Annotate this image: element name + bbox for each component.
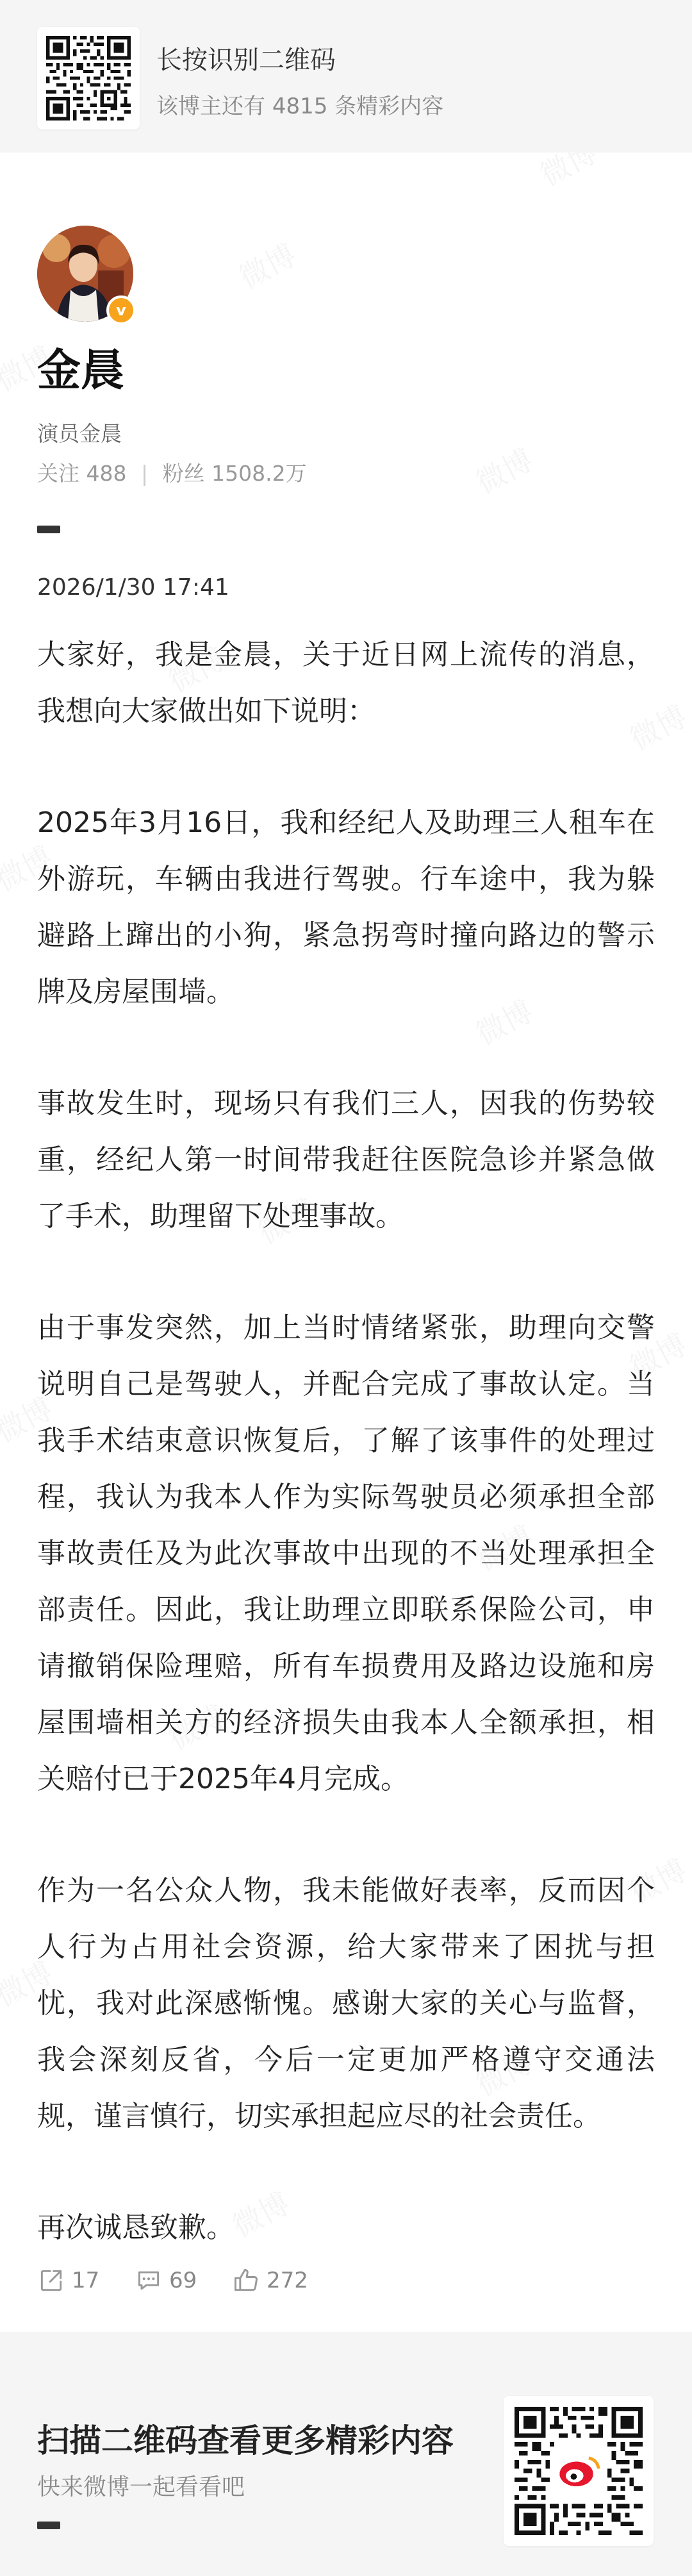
post-count: 4815	[272, 94, 328, 119]
comment-icon	[135, 2266, 163, 2295]
post-paragraph: 作为一名公众人物，我未能做好表率，反而因个人行为占用社会资源，给大家带来了困扰与担忧，我对此深感惭愧。感谢大家的关心与监督，我会深刻反省，今后一定更加严格遵守交通法规，谨言慎行，切实承担起应尽的社会责任。	[37, 1874, 655, 2132]
author-stats	[37, 457, 307, 487]
like-icon	[232, 2266, 260, 2295]
banner-subtitle-suffix: 条精彩内容	[334, 94, 444, 119]
author-description: 演员金晨	[37, 421, 122, 446]
post-paragraph: 大家好，我是金晨，关于近日网上流传的消息，我想向大家做出如下说明：	[37, 638, 655, 727]
post-paragraph: 由于事发突然，加上当时情绪紧张，助理向交警说明自己是驾驶人，并配合完成了事故认定。当我手术结束意识恢复后，了解了该事件的处理过程，我认为我本人作为实际驾驶员必须承担全部事故责任及为此次事故中出现的不当处理承担全部责任。因此，我让助理立即联系保险公司，申请撤销保险理赔，所有车损费用及路边设施和房屋围墙相关方的经济损失由我本人全额承担，相关赔付已于2025年4月完成。	[37, 1311, 655, 1795]
qr-code-icon[interactable]	[504, 2396, 654, 2546]
watermark	[468, 437, 540, 502]
weibo-qr-graphic	[515, 2407, 643, 2535]
like-count: 272	[267, 2268, 308, 2293]
repost-icon	[37, 2266, 65, 2295]
post-paragraph: 事故发生时，现场只有我们三人，因我的伤势较重，经纪人第一时间带我赶往医院急诊并紧急做了手术，助理留下处理事故。	[37, 1087, 655, 1233]
top-qr-banner[interactable]	[0, 0, 692, 153]
bottom-qr-banner[interactable]	[0, 2332, 692, 2576]
post-content	[37, 627, 655, 2256]
qr-code-graphic	[46, 36, 131, 120]
followers-count: 1508.2万	[211, 461, 307, 486]
repost-count: 17	[72, 2268, 100, 2293]
qr-code-icon[interactable]	[37, 27, 140, 129]
section-divider	[37, 526, 60, 533]
bottom-banner-title: 扫描二维码查看更多精彩内容	[37, 2422, 454, 2459]
watermark	[231, 232, 302, 297]
bottom-banner-subtitle: 快来微博一起看看吧	[37, 2474, 245, 2500]
stats-divider: |	[141, 461, 149, 486]
following-count: 488	[86, 461, 127, 486]
verified-badge-icon: v	[106, 295, 136, 325]
author-name[interactable]: 金晨	[37, 345, 125, 396]
followers-label: 粉丝	[162, 461, 205, 486]
banner-subtitle-prefix: 该博主还有	[156, 94, 265, 119]
banner-subtitle	[156, 88, 443, 120]
following-label: 关注	[37, 461, 79, 486]
post-paragraph: 2025年3月16日，我和经纪人及助理三人租车在外游玩，车辆由我进行驾驶。行车途中，我为躲避路上蹿出的小狗，紧急拐弯时撞向路边的警示牌及房屋围墙。	[37, 806, 655, 1008]
section-divider	[37, 2522, 60, 2529]
banner-title: 长按识别二维码	[156, 46, 336, 75]
post-paragraph: 再次诚恳致歉。	[37, 2211, 235, 2244]
comment-count: 69	[169, 2268, 197, 2293]
post-timestamp: 2026/1/30 17:41	[37, 574, 229, 601]
